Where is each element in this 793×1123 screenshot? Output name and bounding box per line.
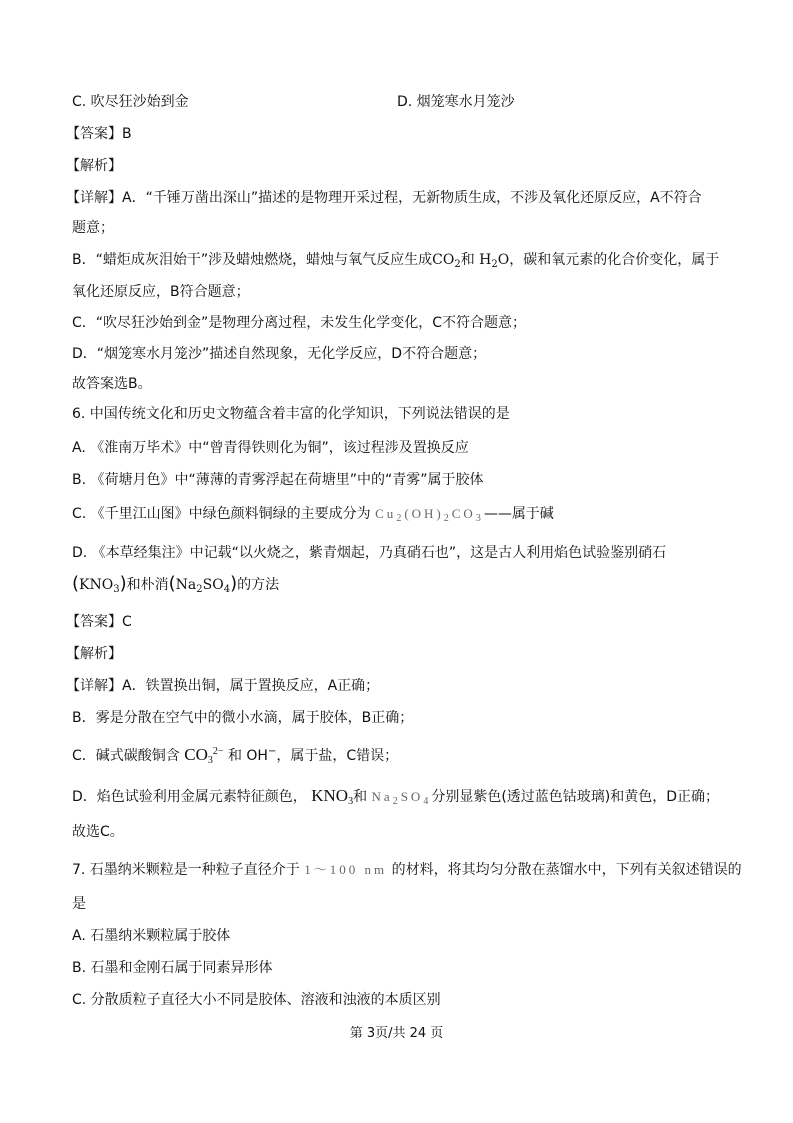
detail-d: D．“烟笼寒水月笼沙”描述自然现象，无化学反应，D不符合题意； <box>72 346 487 362</box>
formula-co3: $CO_3^{2-}$ <box>184 745 224 766</box>
option-d-line <box>397 92 515 112</box>
detail-a: 【详解】A．“千锤万凿出深山”描述的是物理开采过程，无新物质生成，不涉及氧化还原反应，A不符合 <box>66 190 702 206</box>
analysis-6-label: 【解析】 <box>66 646 122 662</box>
conclusion-6: 故选C。 <box>72 824 124 840</box>
q6-option-c: C. 《千里江山图》中绿色颜料铜绿的主要成分为 $Cu_2(OH)_2CO_3——$属于碱 <box>72 506 554 524</box>
detail6-d: D．焰色试验利用金属元素特征颜色， $KNO_3$和 $Na_2SO_4$分别显紫色(透过蓝色钴玻璃)和黄色，D正确； <box>72 786 720 807</box>
detail6-c: C．碱式碳酸铜含 $CO_3^{2-}$ 和 OH−，属于盐，C错误； <box>72 745 399 766</box>
formula-cu2oh2co3: $Cu_2(OH)_2CO_3$ <box>375 506 484 524</box>
q6-option-d: D. 《本草经集注》中记载“以火烧之，紫青烟起，乃真硝石也”，这是古人利用焰色试验鉴别硝石 <box>72 545 667 561</box>
question-7-cont: 是 <box>72 896 86 912</box>
formula-kno3-b: $KNO_3$ <box>311 786 354 807</box>
analysis-label: 【解析】 <box>66 158 122 174</box>
formula-kno3: $KNO_3$ <box>79 577 120 595</box>
detail-a-cont: 题意； <box>72 220 114 236</box>
option-c-line <box>72 92 189 112</box>
answer-label: 【答案】B <box>66 126 132 142</box>
q6-option-b: B. 《荷塘月色》中“薄薄的青雾浮起在荷塘里”中的“青雾”属于胶体 <box>72 472 484 488</box>
q6-option-d-cont: $(KNO_3)$和朴消$(Na_2SO_4)$的方法 <box>72 573 280 595</box>
formula-na2so4: $Na_2SO_4$ <box>175 577 231 595</box>
option-c: C. 吹尽狂沙始到金 <box>72 94 189 110</box>
answer-6: 【答案】C <box>66 614 132 630</box>
q7-option-a: A. 石墨纳米颗粒属于胶体 <box>72 928 231 944</box>
formula-h2o: $H_2O$ <box>479 252 510 270</box>
formula-na2so4-b: $Na_2SO_4$ <box>371 789 432 807</box>
size-range: 1～100 nm <box>304 862 388 877</box>
detail6-b: B．雾是分散在空气中的微小水滴，属于胶体，B正确； <box>72 710 414 726</box>
detail6-a: 【详解】A．铁置换出铜，属于置换反应，A正确； <box>66 678 380 694</box>
detail-b: B．“蜡炬成灰泪始干”涉及蜡烛燃烧，蜡烛与氧气反应生成$CO_2$和 $H_2O$，碳和氧元素的化合价变化，属于 <box>72 252 720 270</box>
conclusion: 故答案选B。 <box>72 376 152 392</box>
option-d: D. 烟笼寒水月笼沙 <box>397 94 515 110</box>
detail-b-cont: 氧化还原反应，B符合题意； <box>72 284 250 300</box>
page-footer: 第 3页/共 24 页 <box>349 1026 444 1041</box>
formula-co2: $CO_2$ <box>432 252 461 270</box>
q6-option-a: A. 《淮南万毕术》中“曾青得铁则化为铜”，该过程涉及置换反应 <box>72 440 469 456</box>
q7-option-c: C. 分散质粒子直径大小不同是胶体、溶液和浊液的本质区别 <box>72 992 441 1008</box>
question-7: 7. 石墨纳米颗粒是一种粒子直径介于 1～100 nm 的材料，将其均匀分散在蒸馏水中，下列有关叙述错误的 <box>72 862 742 878</box>
question-6: 6. 中国传统文化和历史文物蕴含着丰富的化学知识，下列说法错误的是 <box>72 406 510 422</box>
q7-option-b: B. 石墨和金刚石属于同素异形体 <box>72 960 273 976</box>
detail-c: C．“吹尽狂沙始到金”是物理分离过程，未发生化学变化，C不符合题意； <box>72 315 527 331</box>
